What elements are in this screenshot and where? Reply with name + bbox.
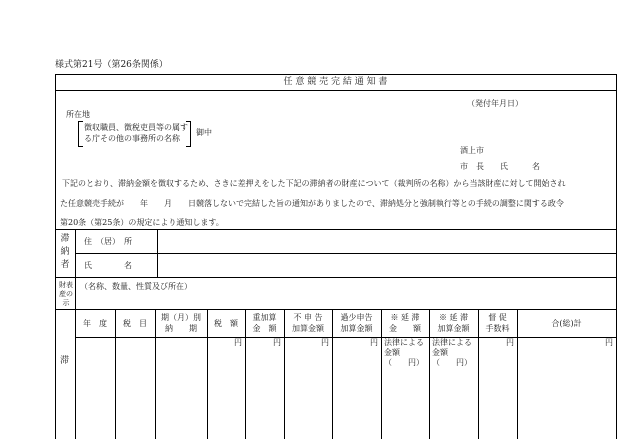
taxpayer-bottom-border: [55, 277, 616, 278]
header-period-2: 納 期: [165, 324, 197, 333]
property-label-divider: [75, 277, 76, 309]
header-total: 合(総)計: [551, 319, 582, 328]
header-tax-item: 税 目: [123, 319, 147, 328]
header-period-1: 期（月）別: [161, 313, 201, 322]
legal-amount-delinquency-add: 法律による 金額 （ 円）: [432, 338, 472, 367]
header-delinquency-add-1: ※ 延 滞: [438, 313, 469, 322]
city-name: 酒上市: [460, 146, 484, 155]
address-label: 所在地: [66, 110, 90, 119]
header-nonreport-1: 不 申 告: [293, 313, 323, 322]
header-underreport-2: 加算金額: [340, 324, 373, 333]
issue-date: （発付年月日）: [467, 99, 523, 108]
property-bottom-border: [55, 309, 616, 310]
document-title: 任 意 競 売 完 結 通 知 書: [283, 77, 388, 87]
frame-right-border: [616, 74, 617, 439]
header-delinquency-2: 金 額: [389, 324, 421, 333]
yen-underreport: 円: [370, 338, 378, 347]
header-fee-2: 手数料: [485, 324, 510, 333]
taxpayer-mid-border: [75, 253, 616, 254]
yen-total: 円: [605, 338, 613, 347]
taxpayer-side-label: 滞 納 者: [60, 234, 70, 270]
property-hint: （名称、数量、性質及び所在）: [80, 282, 192, 291]
address-row-label: 住 （居） 所: [84, 237, 132, 246]
bottom-side-label: 滞: [60, 356, 70, 366]
frame-left-border: [55, 74, 56, 439]
body-line-1: 下記のとおり、滞納金額を徴収するため、さきに差押えをした下記の滞納者の財産について（裁判所の名称）から当該財産に対して開始され: [62, 179, 566, 188]
recipient-bracket-left: [78, 121, 83, 147]
header-heavy-1: 重加算: [252, 313, 277, 322]
header-fee-1: 督 促: [488, 313, 507, 322]
yen-fee: 円: [506, 338, 514, 347]
title-bottom-border: [55, 90, 616, 91]
form-number: 様式第21号（第26条関係）: [55, 60, 168, 70]
header-delinquency-1: ※ 延 滞: [390, 313, 420, 322]
header-delinquency-add-2: 加算金額: [437, 324, 470, 333]
header-nonreport-2: 加算金額: [292, 324, 324, 333]
recipient-line-1: 徴収職員、徴税吏員等の属す: [84, 123, 188, 132]
property-side-label: 財表 産の示: [59, 281, 73, 307]
yen-heavy: 円: [273, 338, 281, 347]
yen-tax-amount: 円: [234, 338, 242, 347]
legal-amount-delinquency: 法律による 金額 （ 円）: [384, 338, 424, 367]
body-line-3: 第20条（第25条）の規定により通知します。: [60, 218, 224, 227]
mayor-name: 市 長 氏 名: [460, 162, 540, 171]
recipient-line-2: る庁その他の事務所の名称: [84, 134, 180, 143]
header-underreport-1: 過少申告: [340, 313, 373, 322]
header-tax-amount: 税 額: [214, 319, 238, 328]
header-year: 年 度: [83, 319, 107, 328]
taxpayer-top-border: [55, 229, 616, 230]
header-heavy-2: 金 額: [252, 324, 277, 333]
honorific: 御中: [196, 128, 212, 137]
body-line-2: た任意競売手続が 年 月 日競落しないで完結した旨の通知がありましたので、滞納処分と強制執行等との手続の調整に関する政令: [60, 199, 564, 208]
yen-nonreport: 円: [321, 338, 329, 347]
name-row-label: 氏 名: [84, 261, 132, 270]
frame-top-border: [55, 74, 616, 75]
